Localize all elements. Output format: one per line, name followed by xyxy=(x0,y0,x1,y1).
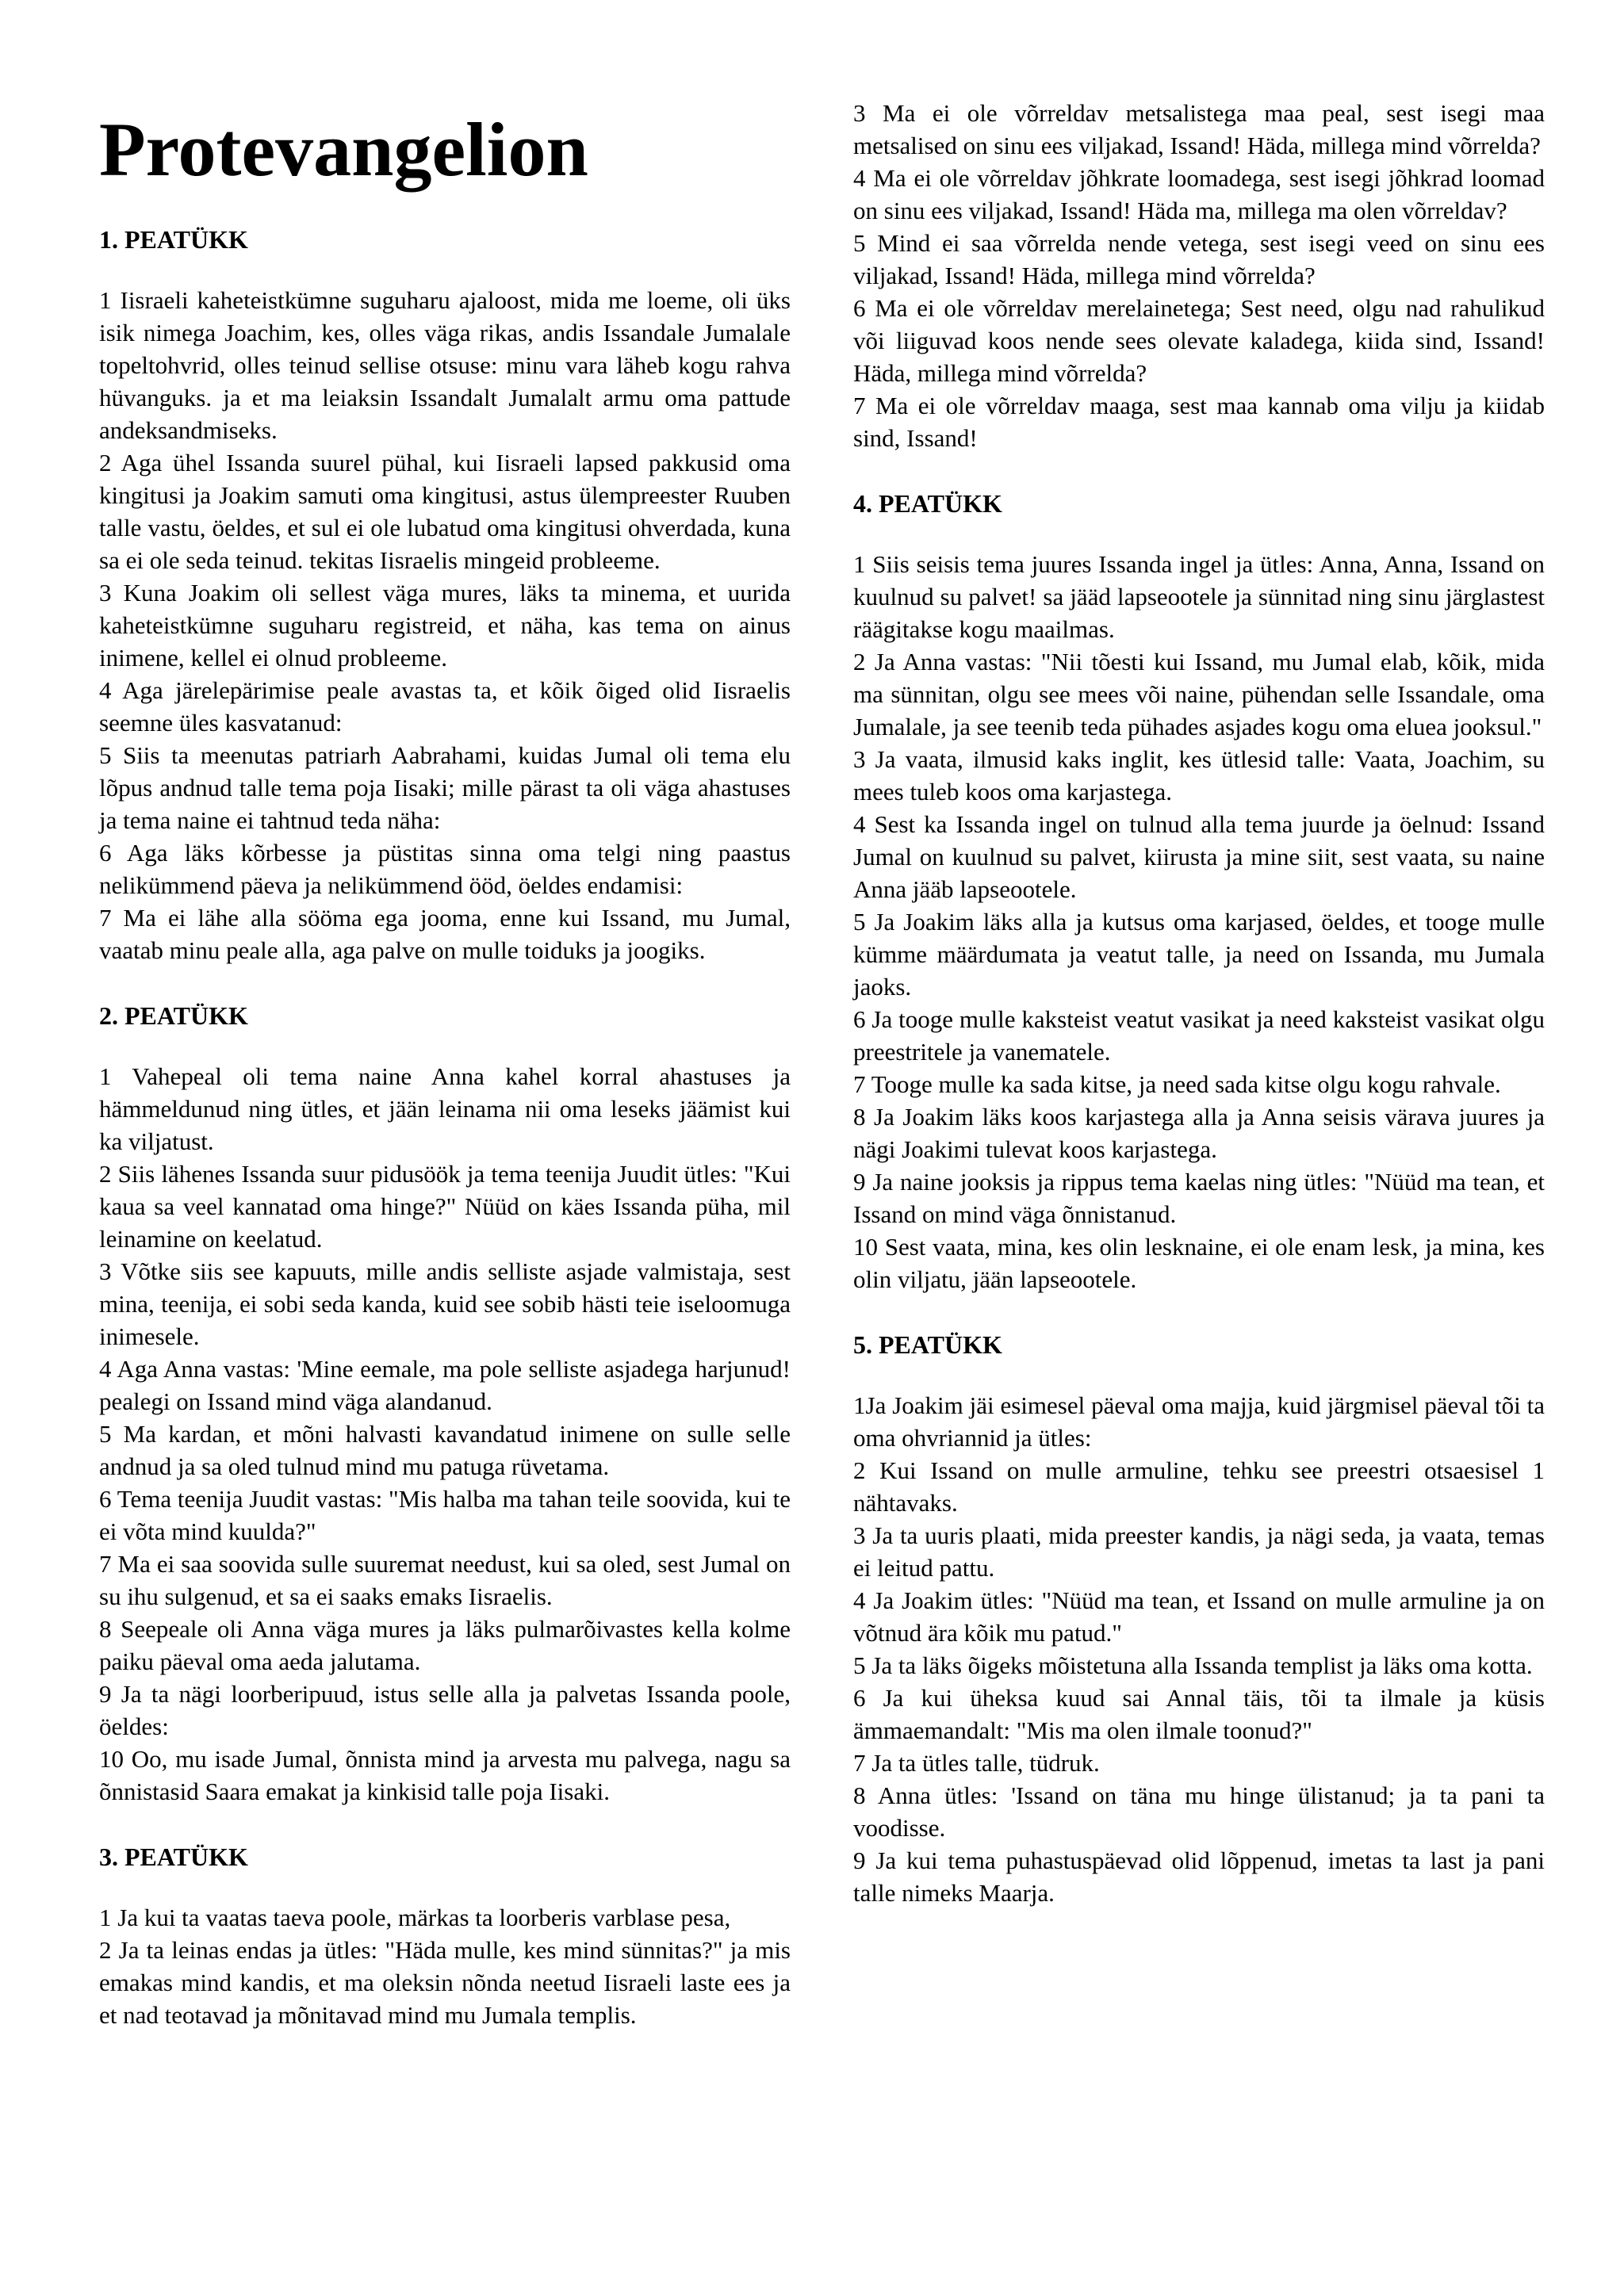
verse: 3 Kuna Joakim oli sellest väga mures, läks ta minema, et uurida kaheteistkümne suguharu registreid, et näha, kas tema on ainus inimene, kellel ei olnud probleeme. xyxy=(99,578,791,672)
verse: 10 Oo, mu isade Jumal, õnnista mind ja arvesta mu palvega, nagu sa õnnistasid Saara emakat ja kinkisid talle poja Iisaki. xyxy=(99,1744,791,1805)
right-column xyxy=(853,97,1545,2064)
verse: 4 Sest ka Issanda ingel on tulnud alla tema juurde ja öelnud: Issand Jumal on kuulnud su palvet, kiirusta ja mine siit, sest vaata, su naine Anna jääb lapseootele. xyxy=(853,810,1545,903)
verse: 3 Ja vaata, ilmusid kaks inglit, kes ütlesid talle: Vaata, Joachim, su mees tuleb koos oma karjastega. xyxy=(853,745,1545,806)
verse: 4 Ma ei ole võrreldav jõhkrate loomadega, sest isegi jõhkrad loomad on sinu ees viljakad, Issand! Häda ma, millega ma olen võrreldav? xyxy=(853,164,1545,224)
verse: 1 Iisraeli kaheteistkümne suguharu ajaloost, mida me loeme, oli üks isik nimega Joachim, kes, olles väga rikas, andis Issandale Jumalale topeltohvrid, olles teinud sellise otsuse: minu vara läheb kogu rahva hüvanguks. ja et ma leiaksin Issandalt Jumalalt armu oma pattude andeksandmiseks. xyxy=(99,285,791,444)
two-column-layout xyxy=(99,95,1545,2064)
left-column xyxy=(99,95,791,2064)
verse: 5 Mind ei saa võrrelda nende vetega, sest isegi veed on sinu ees viljakad, Issand! Häda, millega mind võrrelda? xyxy=(853,229,1545,289)
chapter-heading: 5. PEATÜKK xyxy=(853,1330,1002,1359)
verse: 3 Võtke siis see kapuuts, mille andis selliste asjade valmistaja, sest mina, teenija, ei sobi seda kanda, kuid see sobib hästi teie iseloomuga inimesele. xyxy=(99,1257,791,1350)
verse: 10 Sest vaata, mina, kes olin lesknaine, ei ole enam lesk, ja mina, kes olin viljatu, jään lapseootele. xyxy=(853,1233,1545,1293)
verse: 2 Kui Issand on mulle armuline, tehku see preestri otsaesisel 1 nähtavaks. xyxy=(853,1456,1545,1517)
chapter-heading: 2. PEATÜKK xyxy=(99,1001,248,1030)
document-title: Protevangelion xyxy=(99,107,588,192)
verse: 7 Ma ei saa soovida sulle suuremat needust, kui sa oled, sest Jumal on su ihu sulgenud, et sa ei saaks emaks Iisraelis. xyxy=(99,1549,791,1610)
verse: 5 Ja ta läks õigeks mõistetuna alla Issanda templist ja läks oma kotta. xyxy=(853,1651,1533,1679)
verse: 8 Ja Joakim läks koos karjastega alla ja Anna seisis värava juures ja nägi Joakimi tulevat koos karjastega. xyxy=(853,1103,1545,1163)
chapter-4 xyxy=(853,488,1545,1295)
verse: 4 Aga järelepärimise peale avastas ta, et kõik õiged olid Iisraelis seemne üles kasvatanud: xyxy=(99,675,791,737)
verse: 7 Ja ta ütles talle, tüdruk. xyxy=(853,1749,1100,1777)
verse: 5 Ma kardan, et mõni halvasti kavandatud inimene on sulle selle andnud ja sa oled tulnud mind mu patuga rüvetama. xyxy=(99,1419,791,1480)
chapter-heading: 3. PEATÜKK xyxy=(99,1842,248,1871)
chapter-1 xyxy=(99,224,791,966)
verse: 6 Ja tooge mulle kaksteist veatut vasikat ja need kaksteist vasikat olgu preestritele ja vanematele. xyxy=(853,1005,1545,1066)
verse: 1Ja Joakim jäi esimesel päeval oma majja, kuid järgmisel päeval tõi ta oma ohvriannid ja ütles: xyxy=(853,1391,1545,1452)
verse: 4 Aga Anna vastas: 'Mine eemale, ma pole selliste asjadega harjunud! pealegi on Issand mind väga alandanud. xyxy=(99,1354,791,1415)
verse: 6 Tema teenija Juudit vastas: "Mis halba ma tahan teile soovida, kui te ei võta mind kuulda?" xyxy=(99,1484,791,1545)
verse: 7 Ma ei lähe alla sööma ega jooma, enne kui Issand, mu Jumal, vaatab minu peale alla, aga palve on mulle toiduks ja joogiks. xyxy=(99,903,791,964)
chapter-5 xyxy=(853,1329,1545,1909)
verse: 7 Tooge mulle ka sada kitse, ja need sada kitse olgu kogu rahvale. xyxy=(853,1070,1501,1098)
verse: 4 Ja Joakim ütles: "Nüüd ma tean, et Issand on mulle armuline ja on võtnud ära kõik mu patud." xyxy=(853,1586,1545,1647)
chapter-heading: 1. PEATÜKK xyxy=(99,224,248,254)
verse: 1 Ja kui ta vaatas taeva poole, märkas ta loorberis varblase pesa, xyxy=(99,1903,731,1931)
chapter-3-continued xyxy=(853,97,1545,454)
verse: 5 Ja Joakim läks alla ja kutsus oma karjased, öeldes, et tooge mulle kümme määrdumata ja veatut talle, ja need on Issanda, mu Jumala jaoks. xyxy=(853,908,1545,1001)
verse: 9 Ja kui tema puhastuspäevad olid lõppenud, imetas ta last ja pani talle nimeks Maarja. xyxy=(853,1846,1545,1907)
verse: 7 Ma ei ole võrreldav maaga, sest maa kannab oma vilju ja kiidab sind, Issand! xyxy=(853,392,1545,452)
verse: 3 Ma ei ole võrreldav metsalistega maa peal, sest isegi maa metsalised on sinu ees viljakad, Issand! Häda, millega mind võrrelda? xyxy=(853,99,1545,159)
verse: 9 Ja ta nägi loorberipuud, istus selle alla ja palvetas Issanda poole, öeldes: xyxy=(99,1679,791,1740)
verse: 3 Ja ta uuris plaati, mida preester kandis, ja nägi seda, ja vaata, temas ei leitud pattu. xyxy=(853,1521,1545,1582)
verse: 1 Vahepeal oli tema naine Anna kahel korral ahastuses ja hämmeldunud ning ütles, et jään leinama nii oma leseks jäämist kui ka viljatust. xyxy=(99,1062,791,1155)
verse: 9 Ja naine jooksis ja rippus tema kaelas ning ütles: "Nüüd ma tean, et Issand on mind väga õnnistanud. xyxy=(853,1168,1545,1228)
chapter-heading: 4. PEATÜKK xyxy=(853,489,1002,518)
verse: 5 Siis ta meenutas patriarh Aabrahami, kuidas Jumal oli tema elu lõpus andnud talle tema poja Iisaki; mille pärast ta oli väga ahastuses ja tema naine ei tahtnud teda näha: xyxy=(99,740,791,834)
verse: 1 Siis seisis tema juures Issanda ingel ja ütles: Anna, Anna, Issand on kuulnud su palvet! sa jääd lapseootele ja sünnitad ning sinu järglastest räägitakse kogu maailmas. xyxy=(853,550,1545,643)
verse: 2 Ja Anna vastas: "Nii tõesti kui Issand, mu Jumal elab, kõik, mida ma sünnitan, olgu see mees või naine, pühendan selle Issandale, oma Jumalale, ja see teenib teda pühades asjades kogu oma eluea jooksul." xyxy=(853,648,1545,740)
verse: 2 Siis lähenes Issanda suur pidusöök ja tema teenija Juudit ütles: "Kui kaua sa veel kannatad oma hinge?" Nüüd on käes Issanda püha, mil leinamine on keelatud. xyxy=(99,1159,791,1253)
verse: 2 Aga ühel Issanda suurel pühal, kui Iisraeli lapsed pakkusid oma kingitusi ja Joakim samuti oma kingitusi, astus ülempreester Ruuben talle vastu, öeldes, et sul ei ole lubatud oma kingitusi ohverdada, kuna sa ei ole seda teinud. tekitas Iisraelis mingeid probleeme. xyxy=(99,448,791,574)
chapter-2 xyxy=(99,1000,791,1808)
verse: 6 Ja kui üheksa kuud sai Annal täis, tõi ta ilmale ja küsis ämmaemandalt: "Mis ma olen ilmale toonud?" xyxy=(853,1684,1545,1744)
verse: 2 Ja ta leinas endas ja ütles: "Häda mulle, kes mind sünnitas?" ja mis emakas mind kandis, et ma oleksin nõnda neetud Iisraeli laste ees ja et nad teotavad ja mõnitavad mind mu Jumala templis. xyxy=(99,1935,791,2029)
verse: 6 Ma ei ole võrreldav merelainetega; Sest need, olgu nad rahulikud või liiguvad koos nende sees olevate kaladega, kiida sind, Issand! Häda, millega mind võrrelda? xyxy=(853,294,1545,387)
verse: 6 Aga läks kõrbesse ja püstitas sinna oma telgi ning paastus nelikümmend päeva ja nelikümmend ööd, öeldes endamisi: xyxy=(99,838,791,899)
chapter-3 xyxy=(99,1841,791,2031)
verse: 8 Anna ütles: 'Issand on täna mu hinge ülistanud; ja ta pani ta voodisse. xyxy=(853,1781,1545,1842)
verse: 8 Seepeale oli Anna väga mures ja läks pulmarõivastes kella kolme paiku päeval oma aeda jalutama. xyxy=(99,1614,791,1675)
